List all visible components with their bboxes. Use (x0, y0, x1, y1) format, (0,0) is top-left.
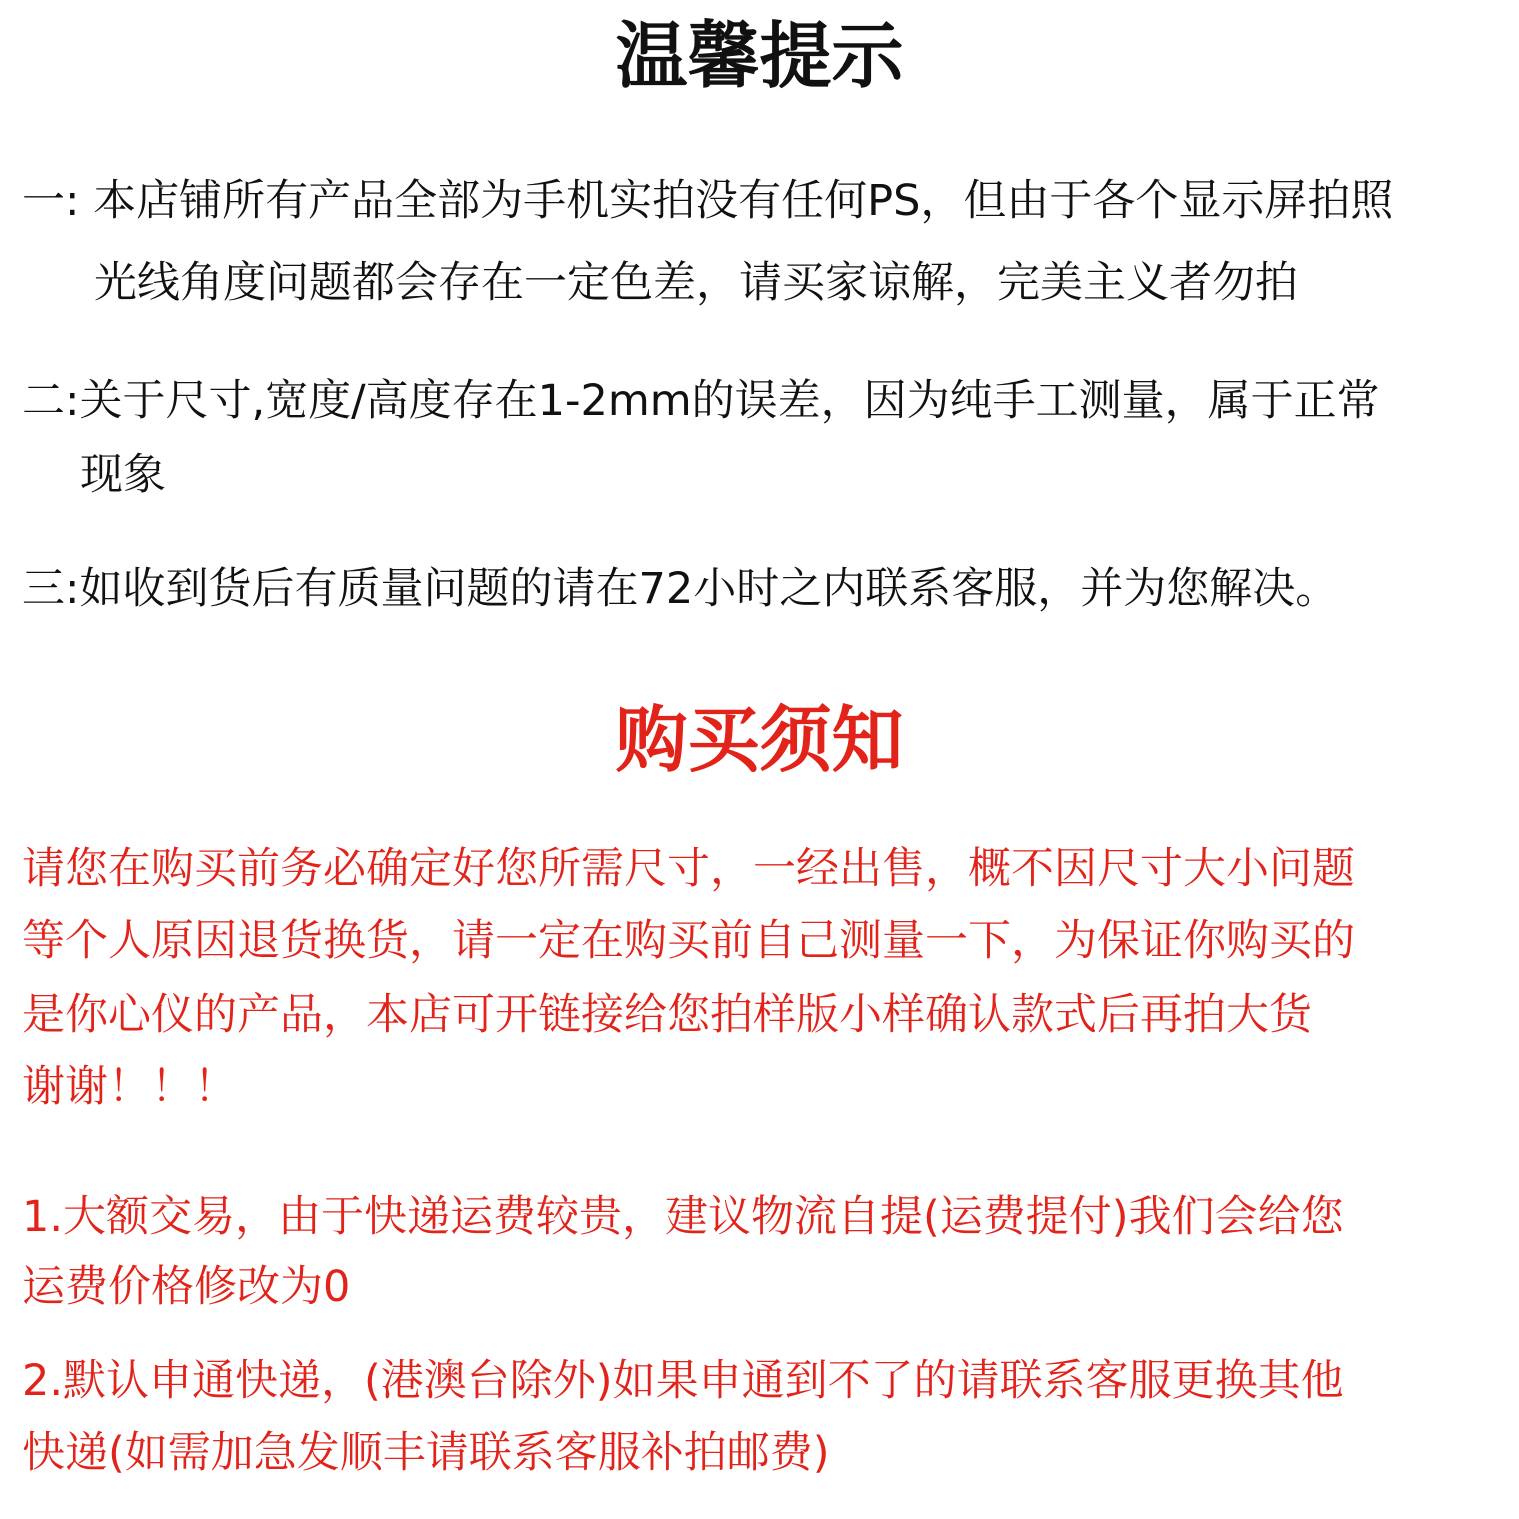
notice-item-1-line-2: 光线角度问题都会存在一定色差，请买家谅解，完美主义者勿拍 (94, 258, 1298, 308)
notice-item-1-line-1: 一: 本店铺所有产品全部为手机实拍没有任何PS，但由于各个显示屏拍照 (22, 176, 1394, 226)
purchase-title: 购买须知 (615, 698, 904, 782)
notice-item-2-line-1: 二:关于尺寸,宽度/高度存在1-2mm的误差，因为纯手工测量，属于正常 (22, 376, 1380, 426)
purchase-paragraph-line-2: 等个人原因退货换货，请一定在购买前自己测量一下，为保证你购买的 (22, 916, 1355, 966)
purchase-rule-2-line-2: 快递(如需加急发顺丰请联系客服补拍邮费) (22, 1428, 830, 1478)
purchase-paragraph-line-3: 是你心仪的产品，本店可开链接给您拍样版小样确认款式后再拍大货 (22, 990, 1312, 1040)
notice-item-2-line-2: 现象 (80, 450, 166, 500)
notice-item-3-line-1: 三:如收到货后有质量问题的请在72小时之内联系客服，并为您解决。 (22, 564, 1339, 614)
purchase-rule-2-line-1: 2.默认申通快递，(港澳台除外)如果申通到不了的请联系客服更换其他 (22, 1356, 1344, 1406)
purchase-rule-1-line-1: 1.大额交易，由于快递运费较贵，建议物流自提(运费提付)我们会给您 (22, 1192, 1344, 1242)
purchase-paragraph-line-1: 请您在购买前务必确定好您所需尺寸，一经出售，概不因尺寸大小问题 (22, 844, 1355, 894)
notice-title: 温馨提示 (615, 14, 904, 98)
purchase-paragraph-line-4: 谢谢！！！ (22, 1062, 237, 1112)
purchase-rule-1-line-2: 运费价格修改为0 (22, 1262, 351, 1312)
